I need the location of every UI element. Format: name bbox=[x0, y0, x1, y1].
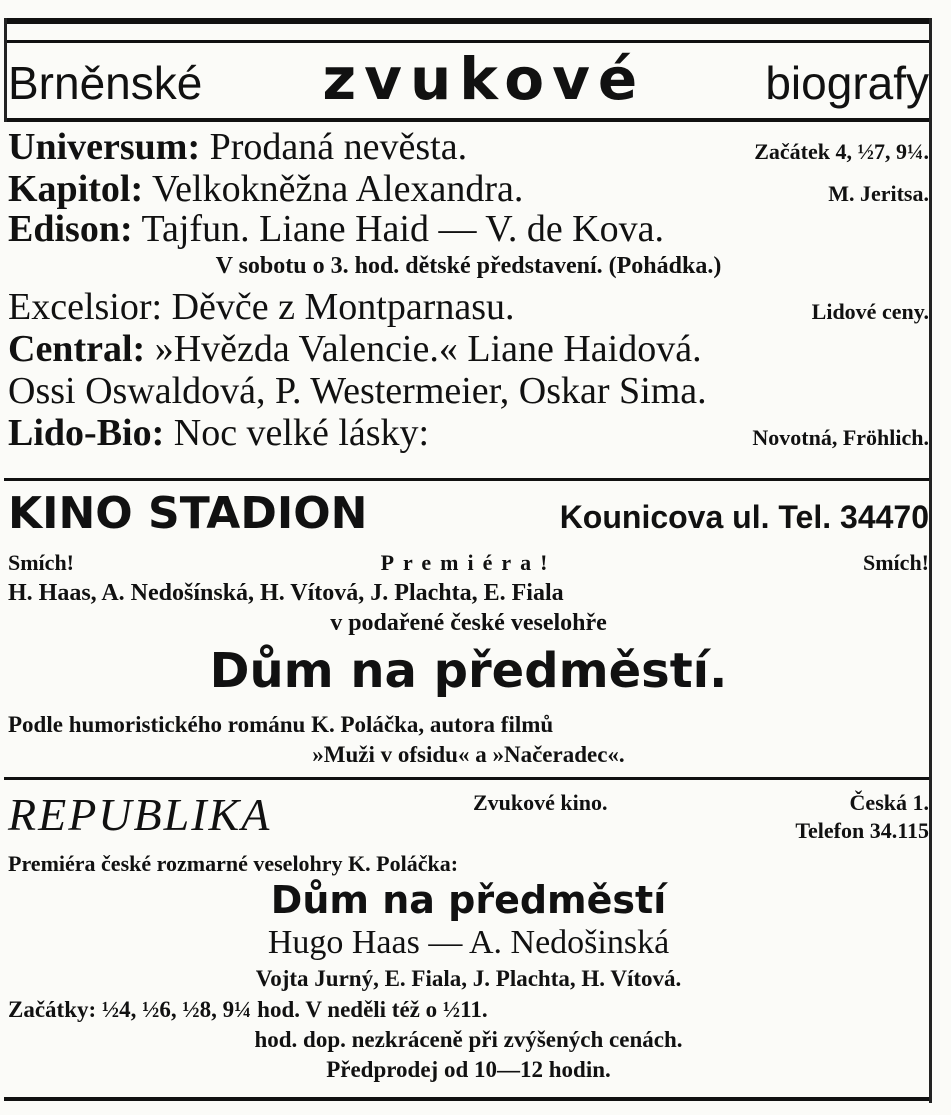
listing-lido bbox=[8, 411, 929, 455]
listing-kapitol bbox=[8, 167, 929, 211]
republika-info: Zvukové kino. bbox=[473, 790, 608, 815]
premiere-text: Premiéra české rozmarné veselohry K. Poláčka: bbox=[8, 851, 459, 876]
stadion-address: Kounicova ul. Tel. 34470 bbox=[559, 499, 929, 535]
top-rule bbox=[4, 18, 929, 24]
republika-film bbox=[8, 878, 929, 922]
cinema-name: Excelsior: bbox=[8, 286, 163, 328]
film-title: »Hvězda Valencie.« Liane Haidová. bbox=[154, 328, 702, 370]
times-text: Začátky: ½4, ½6, ½8, 9¼ hod. V neděli též o ½11. bbox=[8, 997, 488, 1022]
film-cast: Ossi Oswaldová, P. Westermeier, Oskar Sima. bbox=[8, 370, 707, 412]
republika-premiere bbox=[8, 851, 929, 877]
smich-left: Smích! bbox=[8, 550, 74, 575]
smich-right: Smích! bbox=[863, 550, 929, 575]
listing-note: Začátek 4, ½7, 9¼. bbox=[754, 139, 929, 164]
extra-note: V sobotu o 3. hod. dětské představení. (Pohádka.) bbox=[215, 253, 722, 279]
listing-extra bbox=[8, 253, 929, 280]
cast-list: Vojta Jurný, E. Fiala, J. Plachta, H. Vítová. bbox=[255, 966, 682, 991]
listing-central-cast bbox=[8, 369, 929, 413]
republika-stars bbox=[8, 924, 929, 962]
right-border bbox=[929, 18, 932, 1103]
stars-text: Hugo Haas — A. Nedošinská bbox=[267, 924, 670, 961]
header-left: Brněnské bbox=[8, 57, 203, 109]
republika-times bbox=[8, 997, 929, 1023]
republika-header bbox=[8, 786, 929, 846]
stadion-genre bbox=[8, 610, 929, 637]
cinema-name: Lido-Bio: bbox=[8, 412, 165, 454]
film-title: Prodaná nevěsta. bbox=[209, 126, 468, 168]
republika-title: REPUBLIKA bbox=[8, 789, 272, 840]
left-border bbox=[4, 18, 7, 122]
film-title: Velkokněžna Alexandra. bbox=[151, 168, 524, 210]
stadion-cast bbox=[8, 580, 929, 607]
header-title: zvukové bbox=[322, 45, 646, 113]
film-title: Děvče z Montparnasu. bbox=[171, 286, 515, 328]
premiere-label: Premiéra! bbox=[380, 550, 557, 575]
republika-phone: Telefon 34.115 bbox=[795, 818, 929, 843]
header-right: biografy bbox=[765, 57, 929, 109]
listing-central bbox=[8, 327, 929, 371]
listing-excelsior bbox=[8, 285, 929, 329]
desc-line-1: Podle humoristického románu K. Poláčka, autora filmů bbox=[8, 712, 554, 737]
film-title: Dům na předměstí. bbox=[209, 643, 728, 699]
republika-presale bbox=[8, 1057, 929, 1083]
desc-line-2: »Muži v ofsidu« a »Načeradec«. bbox=[312, 742, 625, 767]
listing-edison bbox=[8, 207, 929, 251]
times-text-2: hod. dop. nezkráceně při zvýšených cenách. bbox=[254, 1027, 683, 1052]
stadion-desc2 bbox=[8, 742, 929, 768]
listing-note: Novotná, Fröhlich. bbox=[752, 425, 929, 450]
header-rule-thin bbox=[4, 40, 929, 43]
cast-list: H. Haas, A. Nedošínská, H. Vítová, J. Plachta, E. Fiala bbox=[8, 580, 564, 606]
stadion-top-rule bbox=[4, 478, 929, 481]
stadion-tagline bbox=[8, 550, 929, 576]
stadion-title: KINO STADION bbox=[8, 488, 368, 539]
stadion-desc bbox=[8, 712, 929, 738]
stadion-film bbox=[8, 643, 929, 699]
stadion-header bbox=[8, 488, 929, 539]
listing-note: Lidové ceny. bbox=[811, 299, 929, 324]
cinema-name: Edison: bbox=[8, 208, 133, 250]
republika-times2 bbox=[8, 1027, 929, 1053]
film-title: Tajfun. Liane Haid — V. de Kova. bbox=[141, 208, 664, 250]
cinema-name: Central: bbox=[8, 328, 146, 370]
cinema-name: Kapitol: bbox=[8, 168, 144, 210]
presale-text: Předprodej od 10—12 hodin. bbox=[326, 1057, 611, 1082]
listing-universum bbox=[8, 125, 929, 169]
cinema-name: Universum: bbox=[8, 126, 201, 168]
republika-address: Česká 1. bbox=[849, 790, 929, 815]
listing-note: M. Jeritsa. bbox=[828, 181, 929, 206]
bottom-rule bbox=[4, 1097, 929, 1101]
page-header bbox=[8, 45, 929, 115]
film-title: Noc velké lásky: bbox=[173, 412, 430, 454]
header-bottom-rule bbox=[4, 118, 929, 122]
republika-cast bbox=[8, 966, 929, 992]
genre-text: v podařené české veselohře bbox=[330, 610, 607, 636]
film-title: Dům na předměstí bbox=[270, 878, 667, 922]
republika-top-rule bbox=[4, 777, 929, 780]
